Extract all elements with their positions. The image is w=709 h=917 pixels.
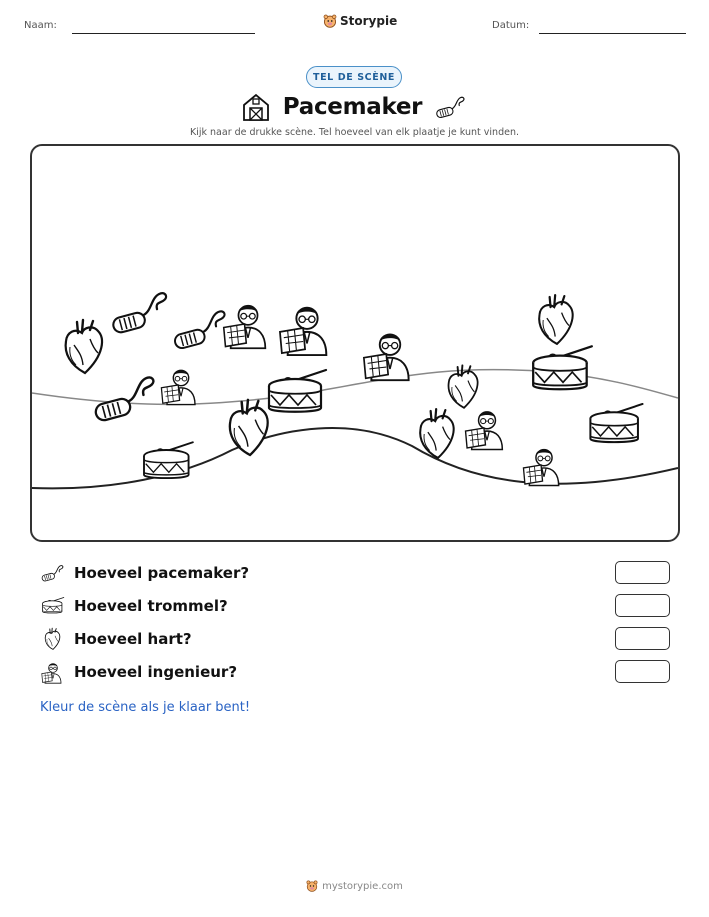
drum-icon xyxy=(269,370,326,412)
question-text: Hoeveel trommel? xyxy=(74,597,228,615)
page-footer xyxy=(0,880,709,892)
brand-logo xyxy=(323,14,397,28)
activity-badge: TEL DE SCÈNE xyxy=(306,66,402,88)
heart-icon xyxy=(230,400,268,455)
engineer-icon xyxy=(280,308,326,355)
pacemaker-icon xyxy=(94,378,153,422)
answer-box-heart[interactable] xyxy=(615,627,670,650)
page-subtitle: Kijk naar de drukke scène. Tel hoeveel van elk plaatje je kunt vinden. xyxy=(190,127,519,138)
engineer-icon xyxy=(161,370,195,404)
pacemaker-icon xyxy=(173,311,224,349)
answer-box-drum[interactable] xyxy=(615,594,670,617)
engineer-icon xyxy=(40,659,66,685)
date-line xyxy=(539,33,686,34)
engineer-icon xyxy=(523,450,558,486)
question-heart xyxy=(40,626,670,652)
engineer-icon xyxy=(364,334,409,380)
barn-icon xyxy=(241,92,271,122)
question-engineer xyxy=(40,659,670,685)
footer-url: mystorypie.com xyxy=(322,880,403,892)
title-row xyxy=(0,92,709,122)
question-pacemaker xyxy=(40,560,670,586)
question-text: Hoeveel ingenieur? xyxy=(74,663,238,681)
counting-scene xyxy=(30,144,680,542)
coloring-instruction: Kleur de scène als je klaar bent! xyxy=(40,700,251,715)
pacemaker-icon xyxy=(434,94,468,120)
storypie-mascot-icon xyxy=(323,14,337,28)
pacemaker-icon xyxy=(112,293,166,334)
heart-icon xyxy=(40,626,66,652)
question-text: Hoeveel pacemaker? xyxy=(74,564,250,582)
name-label: Naam: xyxy=(24,20,57,31)
heart-icon xyxy=(420,409,453,458)
brand-name: Storypie xyxy=(340,14,398,28)
name-line xyxy=(72,33,255,34)
drum-icon xyxy=(144,442,193,478)
scene-illustration xyxy=(32,146,678,540)
drum-icon xyxy=(590,404,642,442)
engineer-icon xyxy=(466,412,503,450)
drum-icon xyxy=(40,593,66,619)
date-label: Datum: xyxy=(492,20,530,31)
page-title: Pacemaker xyxy=(282,94,423,120)
pacemaker-icon xyxy=(40,560,66,586)
drum-icon xyxy=(533,346,592,389)
heart-icon xyxy=(66,320,102,373)
question-text: Hoeveel hart? xyxy=(74,630,192,648)
engineer-icon xyxy=(224,306,266,348)
question-drum xyxy=(40,593,670,619)
heart-icon xyxy=(539,295,572,344)
storypie-mascot-icon xyxy=(306,880,318,892)
answer-box-engineer[interactable] xyxy=(615,660,670,683)
heart-icon xyxy=(449,365,478,407)
answer-box-pacemaker[interactable] xyxy=(615,561,670,584)
